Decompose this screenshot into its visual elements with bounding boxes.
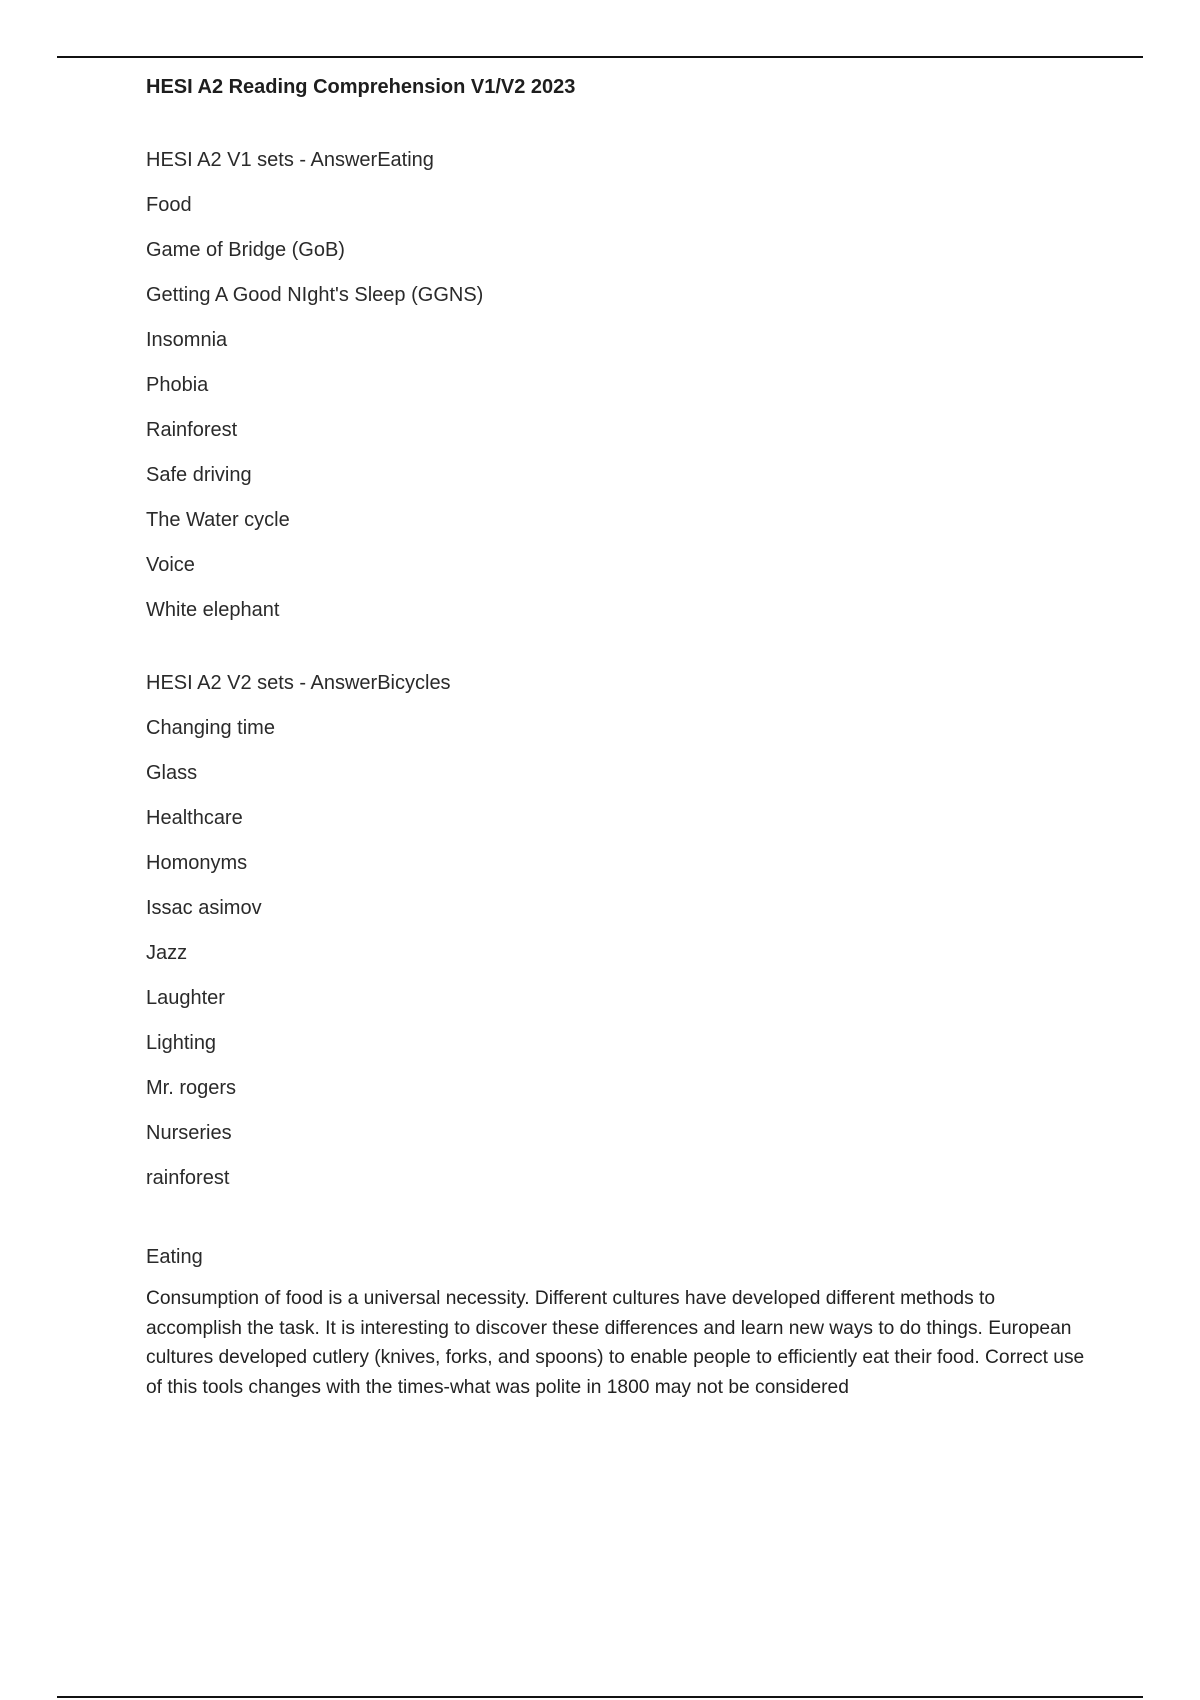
list-item: Insomnia (146, 329, 228, 351)
eating-paragraph: Consumption of food is a universal necessity. Different cultures have developed different methods to accomplish the task. It is interesting to discover these differences and learn new ways to do things. European cultures developed cutlery (knives, forks, and spoons) to enable people to efficiently eat their food. Correct use of this tools changes with the times-what was polite in 1800 may not be considered (146, 1288, 1085, 1398)
list-item: The Water cycle (146, 509, 290, 531)
list-item: Food (146, 194, 192, 216)
list-item: Changing time (146, 717, 275, 739)
eating-heading: Eating (146, 1246, 203, 1268)
list-item: White elephant (146, 599, 280, 621)
list-item: Healthcare (146, 807, 243, 829)
list-item: Getting A Good NIght's Sleep (GGNS) (146, 284, 484, 306)
list-item: Game of Bridge (GoB) (146, 239, 345, 261)
list-item: Issac asimov (146, 897, 262, 919)
v2-sets-heading: HESI A2 V2 sets - AnswerBicycles (146, 672, 451, 694)
list-item: Nurseries (146, 1122, 232, 1144)
list-item: Laughter (146, 987, 225, 1009)
list-item: Phobia (146, 374, 209, 396)
list-item: Rainforest (146, 419, 238, 441)
list-item: Lighting (146, 1032, 217, 1054)
list-item: Homonyms (146, 852, 248, 874)
v1-topic-list (146, 188, 1086, 627)
v1-sets-heading: HESI A2 V1 sets - AnswerEating (146, 149, 434, 171)
document-title: HESI A2 Reading Comprehension V1/V2 2023 (146, 76, 576, 98)
bottom-divider (57, 1696, 1143, 1698)
list-item: Safe driving (146, 464, 252, 486)
list-item: Glass (146, 762, 198, 784)
v2-topic-list (146, 711, 1086, 1195)
list-item: Mr. rogers (146, 1077, 237, 1099)
list-item: Voice (146, 554, 195, 576)
list-item: Jazz (146, 942, 188, 964)
list-item: rainforest (146, 1167, 230, 1189)
top-divider (57, 56, 1143, 58)
page-content (146, 70, 1086, 1402)
